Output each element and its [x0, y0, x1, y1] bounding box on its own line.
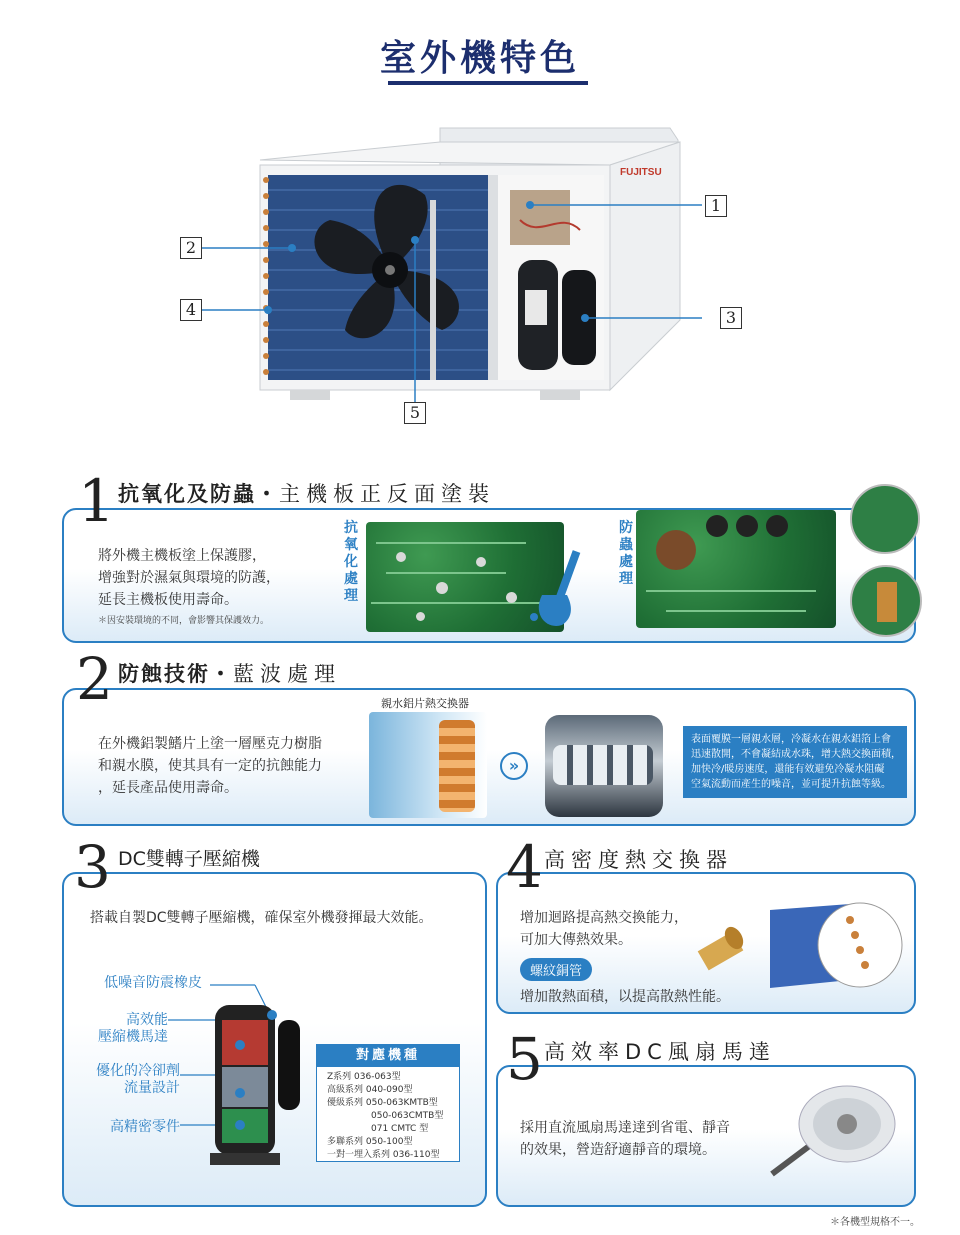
copper-tube-illustration [690, 900, 915, 1000]
title-underline [388, 81, 588, 85]
section2-number: 2 [76, 645, 113, 713]
section2-title-sep: ・ [210, 662, 233, 686]
section5-number: 5 [506, 1025, 543, 1093]
section2-title-bold: 防蝕技術 [118, 662, 210, 686]
label-coolant-flow: 優化的冷卻劑 流量設計 [96, 1063, 180, 1096]
section3-title: DC雙轉子壓縮機 [118, 848, 260, 870]
section3-body: 搭載自製DC雙轉子壓縮機，確保室外機發揮最大效能。 [90, 910, 433, 926]
fan-motor-illustration [762, 1074, 902, 1184]
brand-logo: FUJITSU [620, 167, 662, 178]
section1-note: ＊因安裝環境的不同，會影響其保護效力。 [98, 616, 270, 626]
section5-body: 採用直流風扇馬達達到省電、靜音 的效果，營造舒適靜音的環境。 [520, 1120, 730, 1158]
pcb-zoom-top [850, 484, 920, 554]
section1-number: 1 [78, 467, 115, 535]
section2-body: 在外機鋁製鰭片上塗一層壓克力樹脂 和親水膜，使其具有一定的抗蝕能力 ，延長產品使用壽命。 [98, 736, 322, 796]
section1-body: 將外機主機板塗上保護膠， 增強對於濕氣與環境的防護， 延長主機板使用壽命。 [98, 548, 280, 608]
compatible-models-title: 對應機種 [317, 1045, 459, 1067]
section2-title [118, 658, 341, 688]
callout-2: 2 [180, 237, 202, 259]
callout-3: 3 [720, 307, 742, 329]
section1-title-bold: 抗氧化及防蟲 [118, 482, 256, 506]
label-compressor-motor: 高效能 壓縮機馬達 [98, 1012, 168, 1045]
section1-title-sep: ・ [256, 482, 279, 506]
section2-info-box: 表面覆膜一層親水層，冷凝水在親水鋁箔上會 迅速散開，不會凝結成水珠，增大熱交換面積， 加快冷/暖房速度，還能有效避免冷凝水阻礙 空氣流動而產生的噪音，並可提升抗蝕等級。 [683, 726, 907, 798]
section4-body2: 增加散熱面積，以提高散熱性能。 [520, 989, 730, 1005]
section3-number: 3 [74, 833, 111, 901]
label-anti-vibration-rubber: 低噪音防震橡皮 [104, 975, 202, 991]
section4-body: 增加迴路提高熱交換能力， 可加大傳熱效果。 [520, 910, 688, 948]
section4-title: 高密度熱交換器 [544, 848, 733, 872]
section1-title-thin: 主機板正反面塗裝 [279, 482, 495, 506]
callout-1: 1 [705, 195, 727, 217]
brush-icon [522, 545, 592, 635]
pcb-zoom-bottom [850, 565, 922, 637]
fin-closeup-photo [545, 715, 663, 817]
compatible-models-box: 對應機種 Z系列 036-063型 高級系列 040-090型 優級系列 050-063KMTB型 050-063CMTB型 071 CMTC 型 多聯系列 050-100型 一對一埋入系列 036-110型 [316, 1044, 460, 1162]
pcb-board-photo [636, 510, 836, 628]
section1-title [118, 478, 495, 508]
arrow-right-icon: » [500, 752, 528, 780]
section4-pill: 螺紋銅管 [520, 958, 592, 981]
page-title: 室外機特色 [379, 38, 580, 79]
label-precision-parts: 高精密零件 [110, 1119, 180, 1135]
footnote: ＊各機型規格不一。 [830, 1217, 920, 1228]
callout-5: 5 [404, 402, 426, 424]
heat-exchanger-photo-label: 親水鋁片熱交換器 [381, 697, 469, 710]
outdoor-unit-illustration [180, 120, 740, 440]
section4-number: 4 [506, 833, 543, 901]
section5-title: 高效率DC風扇馬達 [544, 1040, 776, 1064]
section1-vertical-right: 防 蟲 處 理 [619, 520, 633, 587]
section2-title-thin: 藍波處理 [233, 662, 341, 686]
section1-vertical-left: 抗 氧 化 處 理 [344, 520, 358, 604]
heat-exchanger-photo [369, 712, 487, 818]
callout-4: 4 [180, 299, 202, 321]
compressor-illustration [160, 975, 310, 1175]
